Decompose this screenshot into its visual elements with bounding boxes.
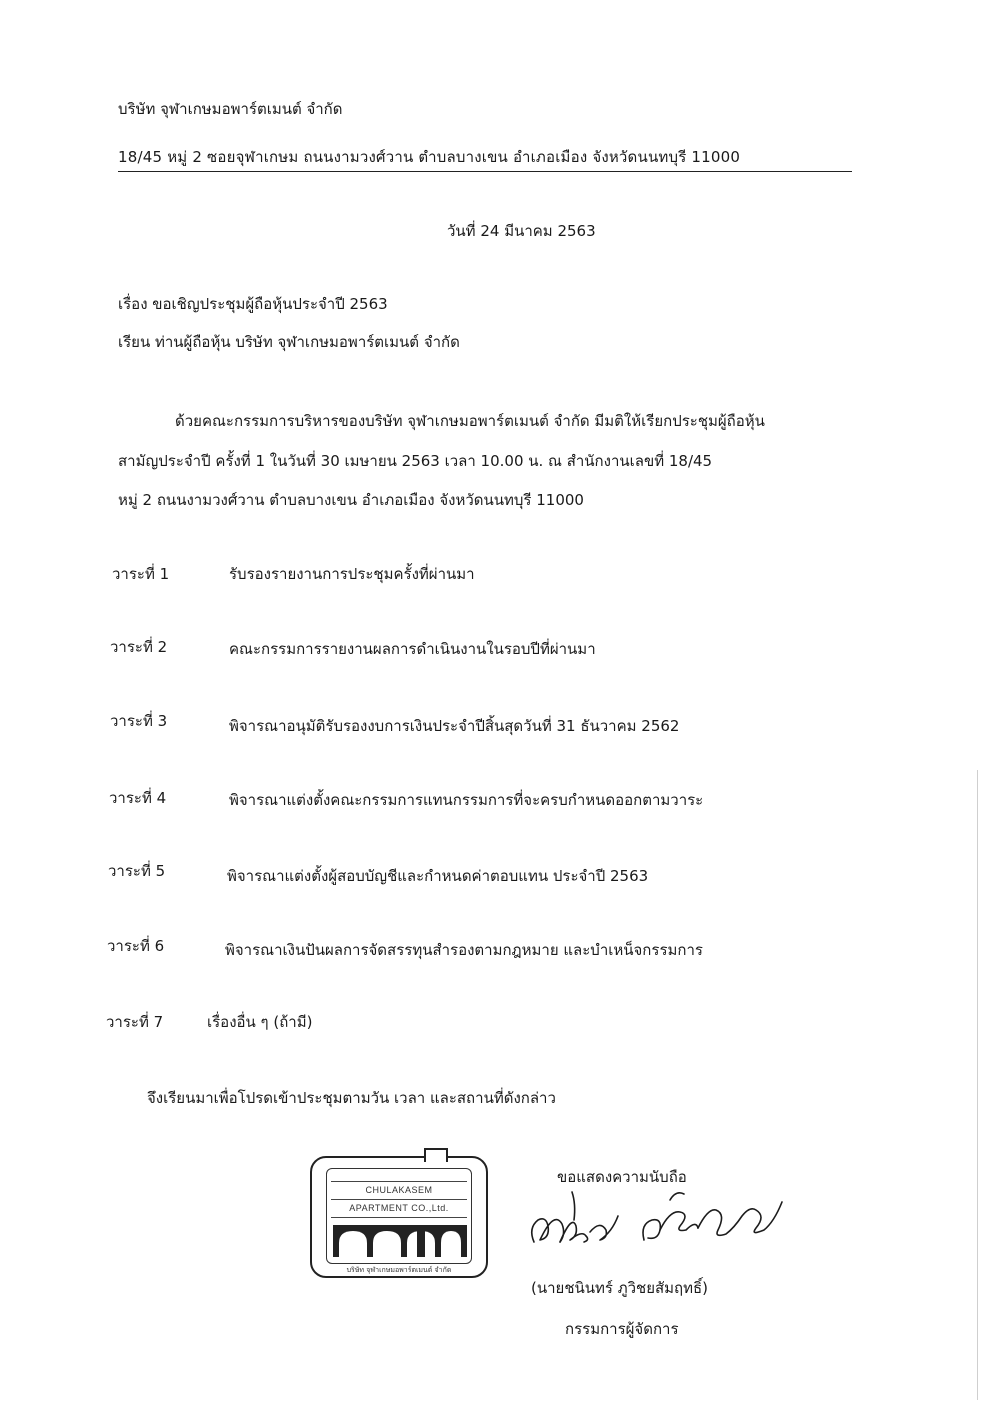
agenda-number: วาระที่ 1	[112, 565, 170, 583]
intro-line-3: หมู่ 2 ถนนงามวงศ์วาน ตำบลบางเขน อำเภอเมือง จังหวัดนนทบุรี 11000	[118, 491, 584, 509]
seal-line-2: APARTMENT CO.,Ltd.	[349, 1203, 449, 1213]
agenda-text: เรื่องอื่น ๆ (ถ้ามี)	[207, 1013, 313, 1031]
agenda-text: รับรองรายงานการประชุมครั้งที่ผ่านมา	[229, 565, 475, 583]
closing-line: จึงเรียนมาเพื่อโปรดเข้าประชุมตามวัน เวลา และสถานที่ดังกล่าว	[147, 1089, 556, 1107]
scan-edge-line	[977, 770, 978, 1400]
intro-line-1: ด้วยคณะกรรมการบริหารของบริษัท จุฬาเกษมอพาร์ตเมนต์ จำกัด มีมติให้เรียกประชุมผู้ถือหุ้น	[175, 412, 765, 430]
agenda-text: พิจารณาแต่งตั้งผู้สอบบัญชีและกำหนดค่าตอบแทน ประจำปี 2563	[227, 867, 649, 885]
company-seal	[310, 1156, 488, 1278]
agenda-number: วาระที่ 4	[109, 789, 167, 807]
agenda-text: พิจารณาอนุมัติรับรองงบการเงินประจำปีสิ้นสุดวันที่ 31 ธันวาคม 2562	[229, 717, 680, 735]
agenda-text: คณะกรรมการรายงานผลการดำเนินงานในรอบปีที่ผ่านมา	[229, 640, 596, 658]
seal-inner-frame	[326, 1168, 472, 1264]
signatory-title: กรรมการผู้จัดการ	[565, 1320, 679, 1338]
signatory-name: (นายชนินทร์ ภูวิชยสัมฤทธิ์)	[531, 1279, 709, 1297]
seal-bottom-text: บริษัท จุฬาเกษมอพาร์ตเมนต์ จำกัด	[346, 1266, 452, 1274]
seal-line-1: CHULAKASEM	[365, 1185, 433, 1195]
seal-arches-icon	[333, 1225, 467, 1257]
letter-recipient: เรียน ท่านผู้ถือหุ้น บริษัท จุฬาเกษมอพาร์ตเมนต์ จำกัด	[118, 333, 460, 351]
letter-date: วันที่ 24 มีนาคม 2563	[447, 222, 596, 240]
company-address: 18/45 หมู่ 2 ซอยจุฬาเกษม ถนนงามวงศ์วาน ตำบลบางเขน อำเภอเมือง จังหวัดนนทบุรี 11000	[118, 148, 741, 166]
agenda-number: วาระที่ 6	[107, 937, 165, 955]
seal-separator	[331, 1199, 467, 1200]
agenda-text: พิจารณาแต่งตั้งคณะกรรมการแทนกรรมการที่จะครบกำหนดออกตามวาระ	[229, 791, 704, 809]
signoff-regards: ขอแสดงความนับถือ	[557, 1168, 687, 1186]
intro-line-2: สามัญประจำปี ครั้งที่ 1 ในวันที่ 30 เมษายน 2563 เวลา 10.00 น. ณ สำนักงานเลขที่ 18/45	[118, 452, 713, 470]
agenda-text: พิจารณาเงินปันผลการจัดสรรทุนสำรองตามกฎหมาย และบำเหน็จกรรมการ	[225, 941, 703, 959]
letter-subject: เรื่อง ขอเชิญประชุมผู้ถือหุ้นประจำปี 2563	[118, 295, 388, 313]
seal-tab	[424, 1148, 448, 1162]
seal-separator	[331, 1217, 467, 1218]
company-name: บริษัท จุฬาเกษมอพาร์ตเมนต์ จำกัด	[118, 100, 343, 118]
agenda-number: วาระที่ 3	[110, 712, 168, 730]
agenda-number: วาระที่ 7	[106, 1013, 164, 1031]
handwritten-signature-icon	[520, 1180, 790, 1260]
header-rule	[118, 171, 852, 172]
agenda-number: วาระที่ 2	[110, 638, 168, 656]
seal-separator	[331, 1181, 467, 1182]
agenda-number: วาระที่ 5	[108, 862, 166, 880]
